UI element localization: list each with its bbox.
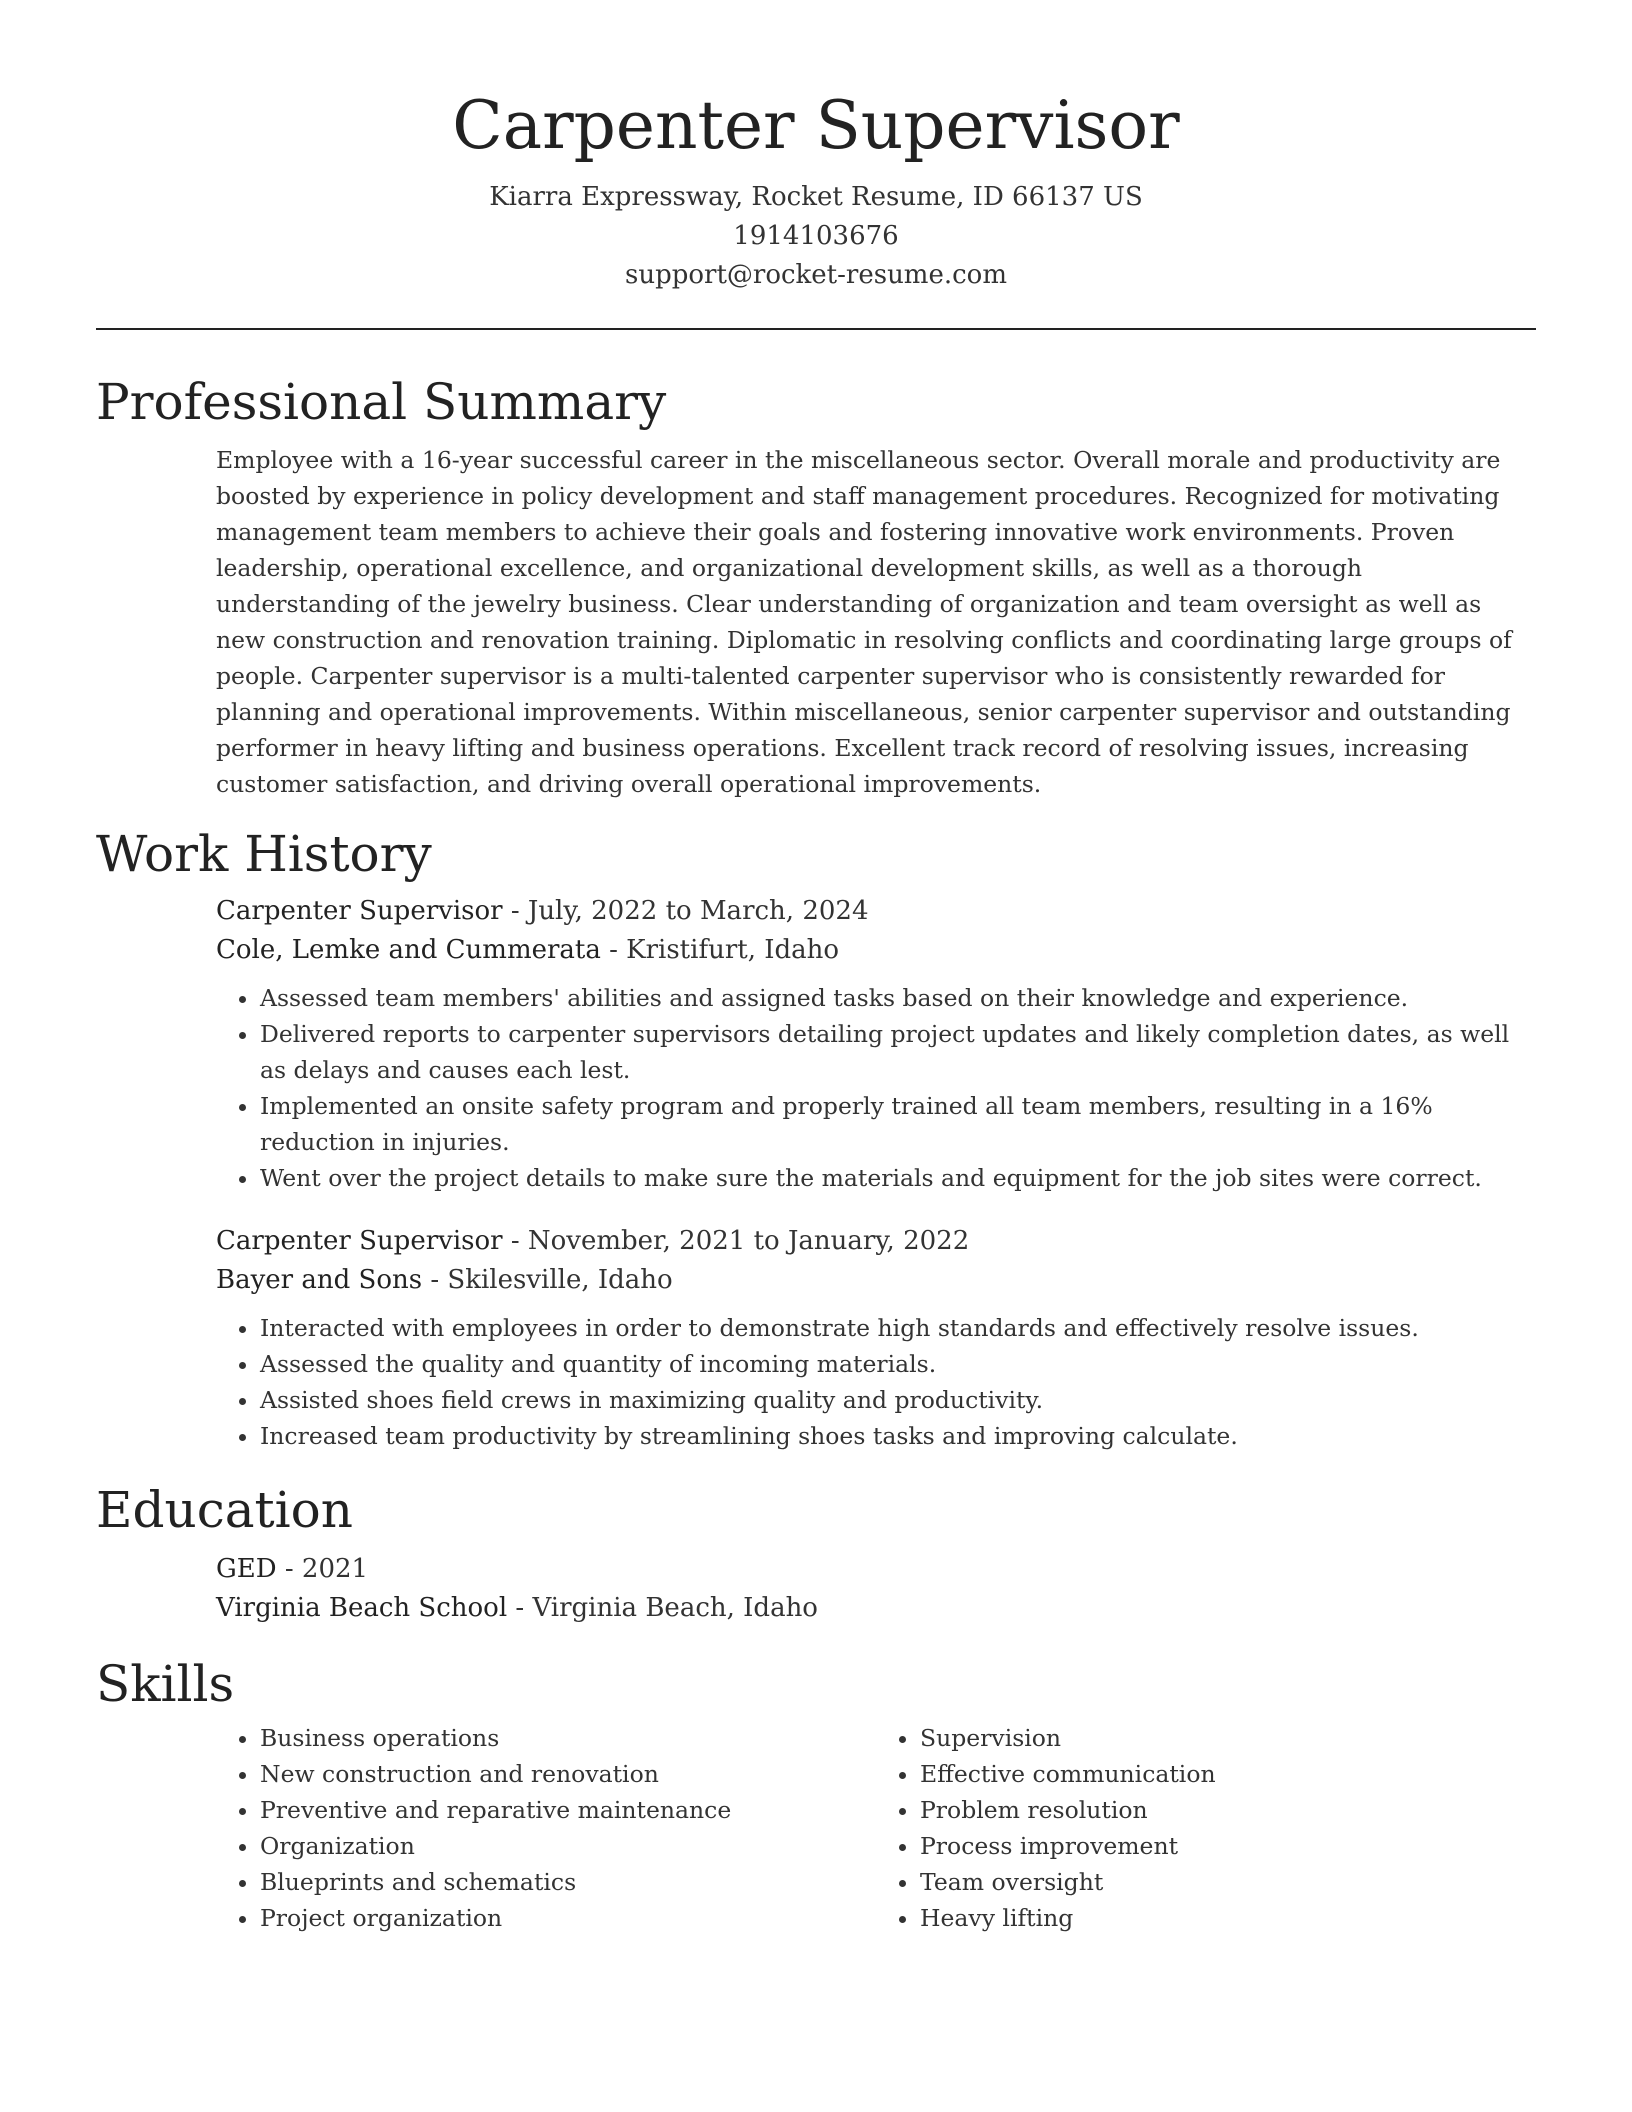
job-company: Bayer and Sons [216, 1265, 423, 1295]
education-location: - Virginia Beach, Idaho [507, 1593, 818, 1623]
job-bullet: • Delivered reports to carpenter supervisors detailing project updates and likely completion dates, as well as delays and causes each lest. [260, 1016, 1536, 1088]
job-role: Carpenter Supervisor [216, 1226, 503, 1256]
skills-column-right [876, 1720, 1536, 1936]
address: Kiarra Expressway, Rocket Resume, ID 66137 US [489, 182, 1143, 212]
skill-item: • Process improvement [920, 1828, 1536, 1864]
skills-section [96, 1654, 1536, 1936]
education-year: - 2021 [276, 1554, 369, 1584]
education-heading: Education [96, 1481, 353, 1539]
skills-grid [216, 1720, 1536, 1936]
skill-item: • Blueprints and schematics [260, 1864, 876, 1900]
job-company-line [216, 1261, 1536, 1300]
job-bullets [216, 980, 1536, 1196]
education-school-line [216, 1589, 1536, 1628]
job-location: - Kristifurt, Idaho [600, 935, 840, 965]
job-title-line [216, 1222, 1536, 1261]
email: support@rocket-resume.com [624, 260, 1007, 290]
resume-header [96, 0, 1536, 295]
candidate-name: Carpenter Supervisor [452, 87, 1180, 164]
job-bullet: • Assessed the quality and quantity of incoming materials. [260, 1346, 1536, 1382]
skill-item: • Heavy lifting [920, 1900, 1536, 1936]
education-section [96, 1480, 1536, 1628]
work-history-heading: Work History [96, 825, 432, 883]
skill-item: • Business operations [260, 1720, 876, 1756]
education-degree: GED [216, 1554, 277, 1584]
job-bullet: • Interacted with employees in order to demonstrate high standards and effectively resolve issues. [260, 1310, 1536, 1346]
skills-heading: Skills [96, 1655, 235, 1713]
education-degree-line [216, 1550, 1536, 1589]
summary-text: Employee with a 16-year successful career in the miscellaneous sector. Overall morale and productivity are boosted by experience in policy development and staff management procedures. Recognized for motivating management team members to achieve their goals and fostering innovative work environments. Proven leadership, operational excellence, and organizational development skills, as well as a thorough understanding of the jewelry business. Clear understanding of organization and team oversight as well as new construction and renovation training. Diplomatic in resolving conflicts and coordinating large groups of people. Carpenter supervisor is a multi-talented carpenter supervisor who is consistently rewarded for planning and operational improvements. Within miscellaneous, senior carpenter supervisor and outstanding performer in heavy lifting and business operations. Excellent track record of resolving issues, increasing customer satisfaction, and driving overall operational improvements. [216, 446, 1512, 798]
work-history-section [96, 824, 1536, 1454]
summary-section [96, 372, 1536, 802]
job-entry [216, 1222, 1536, 1454]
job-bullet: • Implemented an onsite safety program and properly trained all team members, resulting in a 16% reduction in injuries. [260, 1088, 1536, 1160]
job-dates: - July, 2022 to March, 2024 [502, 896, 869, 926]
skill-item: • Effective communication [920, 1756, 1536, 1792]
skill-item: • New construction and renovation [260, 1756, 876, 1792]
job-bullets [216, 1310, 1536, 1454]
skill-item: • Preventive and reparative maintenance [260, 1792, 876, 1828]
job-role: Carpenter Supervisor [216, 896, 503, 926]
skill-item: • Team oversight [920, 1864, 1536, 1900]
job-company-line [216, 931, 1536, 970]
job-location: - Skilesville, Idaho [422, 1265, 673, 1295]
skill-item: • Problem resolution [920, 1792, 1536, 1828]
job-bullet: • Increased team productivity by streamlining shoes tasks and improving calculate. [260, 1418, 1536, 1454]
resume-page [96, 0, 1536, 1936]
job-title-line [216, 892, 1536, 931]
header-divider [96, 328, 1536, 330]
job-bullet: • Assisted shoes field crews in maximizing quality and productivity. [260, 1382, 1536, 1418]
summary-heading: Professional Summary [96, 373, 667, 431]
job-company: Cole, Lemke and Cummerata [216, 935, 601, 965]
job-bullet: • Assessed team members' abilities and assigned tasks based on their knowledge and experience. [260, 980, 1536, 1016]
skill-item: • Project organization [260, 1900, 876, 1936]
skill-item: • Organization [260, 1828, 876, 1864]
education-school: Virginia Beach School [216, 1593, 508, 1623]
contact-block [96, 178, 1536, 295]
skill-item: • Supervision [920, 1720, 1536, 1756]
job-dates: - November, 2021 to January, 2022 [502, 1226, 970, 1256]
job-bullet: • Went over the project details to make sure the materials and equipment for the job sites were correct. [260, 1160, 1536, 1196]
phone: 1914103676 [733, 221, 899, 251]
job-entry [216, 892, 1536, 1196]
skills-column-left [216, 1720, 876, 1936]
